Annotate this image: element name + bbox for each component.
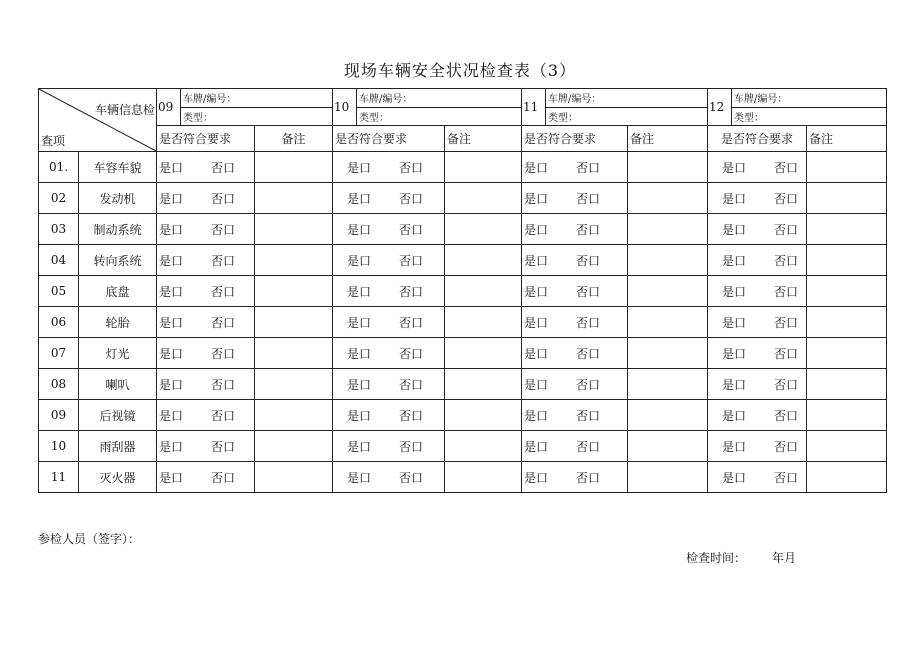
no-checkbox[interactable]: 否口 [399,470,424,485]
remark-cell[interactable] [807,338,887,369]
check-item: 灭火器 [79,462,157,493]
remark-cell[interactable] [445,276,522,307]
table-row [39,307,887,338]
no-checkbox[interactable]: 否口 [399,439,424,454]
remark-cell[interactable] [807,462,887,493]
yes-checkbox[interactable]: 是口 [159,315,184,330]
remark-header: 备注 [445,126,522,152]
yes-checkbox[interactable]: 是口 [347,315,372,330]
vehicle-plate-field[interactable]: 车牌/编号： [357,89,521,108]
no-checkbox[interactable]: 否口 [576,315,601,330]
vehicle-header-12 [708,89,887,126]
check-item: 雨刮器 [79,431,157,462]
table-row [39,338,887,369]
yes-checkbox[interactable]: 是口 [159,222,184,237]
yes-checkbox[interactable]: 是口 [347,346,372,361]
remark-cell[interactable] [807,431,887,462]
vehicle-type-field[interactable]: 类型： [548,112,578,124]
table-row [39,152,887,183]
vehicle-type-field[interactable]: 类型： [734,112,764,124]
compliance-cell [333,214,445,245]
compliance-header: 是否符合要求 [333,126,445,152]
yes-checkbox[interactable]: 是口 [347,284,372,299]
yes-checkbox[interactable]: 是口 [722,253,747,268]
remark-cell[interactable] [445,369,522,400]
inspection-date [686,549,796,566]
vehicle-type-field[interactable]: 类型： [183,112,213,124]
row-number: 02 [39,183,79,214]
vehicle-plate-field[interactable]: 车牌/编号： [732,89,886,108]
row-number: 06 [39,307,79,338]
compliance-cell [333,431,445,462]
no-checkbox[interactable]: 否口 [576,160,601,175]
yes-checkbox[interactable]: 是口 [347,377,372,392]
compliance-cell [333,338,445,369]
remark-cell[interactable] [628,431,708,462]
yes-checkbox[interactable]: 是口 [347,439,372,454]
compliance-cell [522,400,628,431]
yes-checkbox[interactable]: 是口 [159,377,184,392]
no-checkbox[interactable]: 否口 [211,222,236,237]
yes-checkbox[interactable]: 是口 [524,160,549,175]
yes-checkbox[interactable]: 是口 [722,222,747,237]
remark-cell[interactable] [255,338,333,369]
remark-cell[interactable] [255,276,333,307]
yes-checkbox[interactable]: 是口 [159,253,184,268]
no-checkbox[interactable]: 否口 [576,222,601,237]
no-checkbox[interactable]: 否口 [774,160,799,175]
vehicle-header-11 [522,89,708,126]
yes-checkbox[interactable]: 是口 [159,191,184,206]
check-item: 后视镜 [79,400,157,431]
remark-cell[interactable] [628,276,708,307]
compliance-cell [333,369,445,400]
row-number: 09 [39,400,79,431]
row-number: 11 [39,462,79,493]
no-checkbox[interactable]: 否口 [774,222,799,237]
no-checkbox[interactable]: 否口 [774,346,799,361]
yes-checkbox[interactable]: 是口 [524,377,549,392]
yes-checkbox[interactable]: 是口 [722,191,747,206]
no-checkbox[interactable]: 否口 [211,191,236,206]
compliance-cell [522,307,628,338]
remark-cell[interactable] [255,462,333,493]
compliance-cell [157,400,255,431]
remark-cell[interactable] [255,214,333,245]
compliance-header: 是否符合要求 [522,126,628,152]
yes-checkbox[interactable]: 是口 [524,408,549,423]
compliance-cell [157,431,255,462]
compliance-cell [522,183,628,214]
remark-cell[interactable] [445,338,522,369]
remark-cell[interactable] [807,369,887,400]
compliance-cell [157,183,255,214]
no-checkbox[interactable]: 否口 [576,346,601,361]
row-number: 07 [39,338,79,369]
compliance-cell [522,276,628,307]
remark-cell[interactable] [255,307,333,338]
no-checkbox[interactable]: 否口 [399,284,424,299]
no-checkbox[interactable]: 否口 [399,346,424,361]
remark-cell[interactable] [255,400,333,431]
remark-cell[interactable] [628,369,708,400]
no-checkbox[interactable]: 否口 [211,160,236,175]
yes-checkbox[interactable]: 是口 [347,253,372,268]
table-row [39,369,887,400]
no-checkbox[interactable]: 否口 [399,160,424,175]
compliance-cell [522,245,628,276]
yes-checkbox[interactable]: 是口 [524,191,549,206]
no-checkbox[interactable]: 否口 [774,315,799,330]
remark-cell[interactable] [445,245,522,276]
yes-checkbox[interactable]: 是口 [159,160,184,175]
compliance-cell [333,307,445,338]
no-checkbox[interactable]: 否口 [211,284,236,299]
yes-checkbox[interactable]: 是口 [347,191,372,206]
yes-checkbox[interactable]: 是口 [722,439,747,454]
check-item: 转向系统 [79,245,157,276]
vehicle-header-10 [333,89,522,126]
row-number: 08 [39,369,79,400]
no-checkbox[interactable]: 否口 [774,377,799,392]
vehicle-header-09 [157,89,333,126]
remark-cell[interactable] [628,214,708,245]
row-number: 03 [39,214,79,245]
compliance-cell [157,276,255,307]
compliance-cell [333,462,445,493]
yes-checkbox[interactable]: 是口 [159,346,184,361]
remark-cell[interactable] [255,183,333,214]
remark-cell[interactable] [445,431,522,462]
compliance-cell [522,369,628,400]
yes-checkbox[interactable]: 是口 [524,346,549,361]
compliance-cell [333,276,445,307]
inspectors-signature-label: 参检人员（签字）： [38,532,141,546]
table-row [39,400,887,431]
no-checkbox[interactable]: 否口 [774,253,799,268]
yes-checkbox[interactable]: 是口 [722,160,747,175]
no-checkbox[interactable]: 否口 [399,191,424,206]
check-item: 发动机 [79,183,157,214]
remark-cell[interactable] [807,152,887,183]
compliance-cell [157,245,255,276]
no-checkbox[interactable]: 否口 [576,470,601,485]
remark-cell[interactable] [807,183,887,214]
vehicle-number: 12 [708,89,732,125]
check-item: 车容车貌 [79,152,157,183]
remark-cell[interactable] [807,400,887,431]
compliance-cell [333,183,445,214]
yes-checkbox[interactable]: 是口 [524,470,549,485]
remark-cell[interactable] [628,307,708,338]
compliance-cell [708,338,807,369]
compliance-cell [333,152,445,183]
no-checkbox[interactable]: 否口 [211,470,236,485]
table-row [39,276,887,307]
yes-checkbox[interactable]: 是口 [722,377,747,392]
yes-checkbox[interactable]: 是口 [722,284,747,299]
remark-cell[interactable] [445,214,522,245]
compliance-cell [157,338,255,369]
compliance-cell [522,462,628,493]
compliance-header: 是否符合要求 [708,126,807,152]
no-checkbox[interactable]: 否口 [774,439,799,454]
yes-checkbox[interactable]: 是口 [524,222,549,237]
vehicle-plate-field[interactable]: 车牌/编号： [181,89,332,108]
no-checkbox[interactable]: 否口 [774,408,799,423]
yes-checkbox[interactable]: 是口 [159,284,184,299]
yes-checkbox[interactable]: 是口 [524,439,549,454]
remark-header: 备注 [807,126,887,152]
yes-checkbox[interactable]: 是口 [524,315,549,330]
diagonal-header-bottom: 查项 [41,134,66,148]
check-item: 底盘 [79,276,157,307]
remark-cell[interactable] [255,431,333,462]
table-row [39,245,887,276]
compliance-cell [522,431,628,462]
remark-cell[interactable] [807,307,887,338]
no-checkbox[interactable]: 否口 [211,315,236,330]
remark-header: 备注 [628,126,708,152]
row-number: 04 [39,245,79,276]
compliance-header: 是否符合要求 [157,126,255,152]
yes-checkbox[interactable]: 是口 [347,222,372,237]
remark-cell[interactable] [628,462,708,493]
no-checkbox[interactable]: 否口 [774,284,799,299]
compliance-cell [708,369,807,400]
yes-checkbox[interactable]: 是口 [722,346,747,361]
remark-cell[interactable] [628,400,708,431]
remark-cell[interactable] [628,245,708,276]
yes-checkbox[interactable]: 是口 [347,408,372,423]
vehicle-type-field[interactable]: 类型： [359,112,389,124]
remark-cell[interactable] [445,307,522,338]
compliance-cell [157,214,255,245]
compliance-cell [708,462,807,493]
yes-checkbox[interactable]: 是口 [524,284,549,299]
remark-header: 备注 [255,126,333,152]
no-checkbox[interactable]: 否口 [211,377,236,392]
vehicle-number: 11 [522,89,546,125]
remark-cell[interactable] [445,152,522,183]
check-item: 轮胎 [79,307,157,338]
no-checkbox[interactable]: 否口 [576,191,601,206]
compliance-cell [157,152,255,183]
row-number: 05 [39,276,79,307]
header-row-labels [39,126,887,152]
remark-cell[interactable] [807,214,887,245]
yes-checkbox[interactable]: 是口 [722,470,747,485]
remark-cell[interactable] [628,338,708,369]
no-checkbox[interactable]: 否口 [576,377,601,392]
row-number: 01. [39,152,79,183]
diagonal-header-top: 车辆信息检 [94,103,155,117]
table-row [39,462,887,493]
no-checkbox[interactable]: 否口 [399,222,424,237]
vehicle-number: 10 [333,89,357,125]
diagonal-header-cell [39,89,157,152]
remark-cell[interactable] [255,152,333,183]
table-row [39,214,887,245]
remark-cell[interactable] [445,462,522,493]
vehicle-number: 09 [157,89,181,125]
page-title: 现场车辆安全状况检查表（3） [343,61,577,80]
compliance-cell [708,400,807,431]
inspection-date-value: 年月 [772,551,797,565]
inspection-date-label: 检查时间： [686,551,747,565]
table-row [39,431,887,462]
header-row-vehicles [39,89,887,126]
no-checkbox[interactable]: 否口 [399,408,424,423]
no-checkbox[interactable]: 否口 [576,253,601,268]
remark-cell[interactable] [628,152,708,183]
compliance-cell [708,152,807,183]
remark-cell[interactable] [255,245,333,276]
check-item: 灯光 [79,338,157,369]
yes-checkbox[interactable]: 是口 [159,439,184,454]
check-item: 制动系统 [79,214,157,245]
compliance-cell [522,214,628,245]
compliance-cell [708,307,807,338]
compliance-cell [708,431,807,462]
check-item: 喇叭 [79,369,157,400]
no-checkbox[interactable]: 否口 [399,253,424,268]
yes-checkbox[interactable]: 是口 [347,470,372,485]
yes-checkbox[interactable]: 是口 [722,408,747,423]
compliance-cell [333,400,445,431]
remark-cell[interactable] [807,245,887,276]
no-checkbox[interactable]: 否口 [774,470,799,485]
compliance-cell [157,307,255,338]
compliance-cell [708,214,807,245]
remark-cell[interactable] [445,400,522,431]
no-checkbox[interactable]: 否口 [576,284,601,299]
compliance-cell [157,369,255,400]
yes-checkbox[interactable]: 是口 [159,408,184,423]
no-checkbox[interactable]: 否口 [211,346,236,361]
no-checkbox[interactable]: 否口 [576,408,601,423]
no-checkbox[interactable]: 否口 [399,377,424,392]
yes-checkbox[interactable]: 是口 [347,160,372,175]
compliance-cell [522,338,628,369]
compliance-cell [708,245,807,276]
no-checkbox[interactable]: 否口 [774,191,799,206]
yes-checkbox[interactable]: 是口 [524,253,549,268]
remark-cell[interactable] [628,183,708,214]
vehicle-plate-field[interactable]: 车牌/编号： [546,89,707,108]
no-checkbox[interactable]: 否口 [399,315,424,330]
compliance-cell [157,462,255,493]
remark-cell[interactable] [807,276,887,307]
compliance-cell [522,152,628,183]
inspection-table [38,88,887,493]
compliance-cell [708,183,807,214]
no-checkbox[interactable]: 否口 [211,253,236,268]
compliance-cell [708,276,807,307]
compliance-cell [333,245,445,276]
no-checkbox[interactable]: 否口 [211,408,236,423]
yes-checkbox[interactable]: 是口 [159,470,184,485]
remark-cell[interactable] [255,369,333,400]
table-row [39,183,887,214]
no-checkbox[interactable]: 否口 [211,439,236,454]
row-number: 10 [39,431,79,462]
no-checkbox[interactable]: 否口 [576,439,601,454]
remark-cell[interactable] [445,183,522,214]
yes-checkbox[interactable]: 是口 [722,315,747,330]
